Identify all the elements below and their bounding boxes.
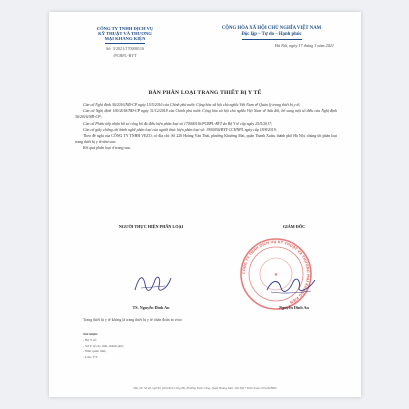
seal-star: ★ <box>273 272 279 278</box>
paragraph: Theo đề nghị của CÔNG TY TNHH VEZO, có địa chỉ: Số 220 Hoàng Văn Thái, phường Khương Mai, quận Thanh Xuân, thành phố Hà Nội, chúng tôi phân loại trang thiết bị y tế như sau: <box>75 134 337 145</box>
issuer-line-1: CÔNG TY TNHH DỊCH VỤ <box>96 26 154 31</box>
issuer-line-3: MẠI KHANG KIỆN <box>104 36 146 42</box>
motto-underline <box>242 39 302 40</box>
issuer-underline <box>105 43 145 44</box>
reference-number: Số: 3/2021/170000116 <box>105 45 145 51</box>
recipients-heading: Nơi nhận: <box>83 332 99 336</box>
nation-name: CỘNG HÒA XÃ HỘI CHỦ NGHĨA VIỆT NAM <box>221 26 322 31</box>
national-header <box>199 26 344 49</box>
reference-code: /PCBPL-BYT <box>113 52 137 58</box>
document-title: BẢN PHÂN LOẠI TRANG THIẾT BỊ Y TẾ <box>148 90 262 96</box>
document-page <box>49 12 361 397</box>
recipient-item: - Sở Y tế các tỉnh, thành phố; <box>83 343 124 348</box>
document-date: Hà Nội, ngày 17 tháng 3 năm 2021 <box>274 43 334 49</box>
paragraph: Căn cứ Nghị định 36/2016/NĐ-CP ngày 15/5/2016 của Chính phủ nước Cộng hòa xã hội chủ nghĩa Việt Nam về Quản lý trang thiết bị y tế; <box>83 103 301 107</box>
national-motto: Độc lập – Tự do – Hạnh phúc <box>241 31 302 37</box>
director-signature <box>263 274 319 298</box>
director-title: GIÁM ĐỐC <box>282 224 306 229</box>
classifier-signature <box>131 270 175 296</box>
paragraph: Kết quả phân loại ở trang sau. <box>83 146 131 151</box>
classifier-title: NGƯỜI THỰC HIỆN PHÂN LOẠI <box>118 224 184 229</box>
recipient-item: - Như quản trên; <box>83 349 107 354</box>
issuer-line-2: KỸ THUẬT VÀ THƯƠNG <box>98 31 152 37</box>
director-name: Nguyễn Đình An <box>279 305 309 310</box>
seal-text: CÔNG TY TNHH DỊCH VỤ KỸ THUẬT VÀ THƯƠNG MẠI KHANG KIỆN <box>241 239 311 305</box>
document-body <box>75 102 337 152</box>
recipient-item: - Bộ Y tế; <box>83 337 97 342</box>
company-footer-address: Địa chỉ: Số 46, ngõ 90, phố Đình Công Hạ, Phường Định Công, Quận Hoàng Mai - Hà Nội * Điện thoại: 0914418899 <box>133 386 277 390</box>
ivd-note: Trang thiết bị y tế không là trang thiết bị y tế chẩn đoán in vitro <box>83 318 182 322</box>
paragraph: Căn cứ Nghị định 169/2018/NĐ-CP ngày 31/12/2018 của Chính phủ nước Cộng hòa xã hội chủ nghĩa Việt Nam về Sửa đổi, bổ sung một số điều của Nghị định 36/2016/NĐ-CP; <box>75 109 337 120</box>
classifier-name: TS. Nguyễn Đình An <box>132 305 170 310</box>
recipient-item: - Lưu: VT. <box>83 355 98 360</box>
recipients-list <box>83 332 203 361</box>
issuer-header <box>71 26 179 58</box>
paragraph: Căn cứ Phiếu tiếp nhận hồ sơ công bố đủ điều kiện phân loại số 170000116/PCBPL-BYT do Bộ Y tế cấp ngày 25/5/2017; <box>83 121 273 126</box>
paragraph: Căn cứ giấy chứng chỉ hành nghề phân loại của người thực hiện phân loại số: 1900056/BYT-CCHNPL ngày cấp 18/8/2019; <box>83 127 277 132</box>
